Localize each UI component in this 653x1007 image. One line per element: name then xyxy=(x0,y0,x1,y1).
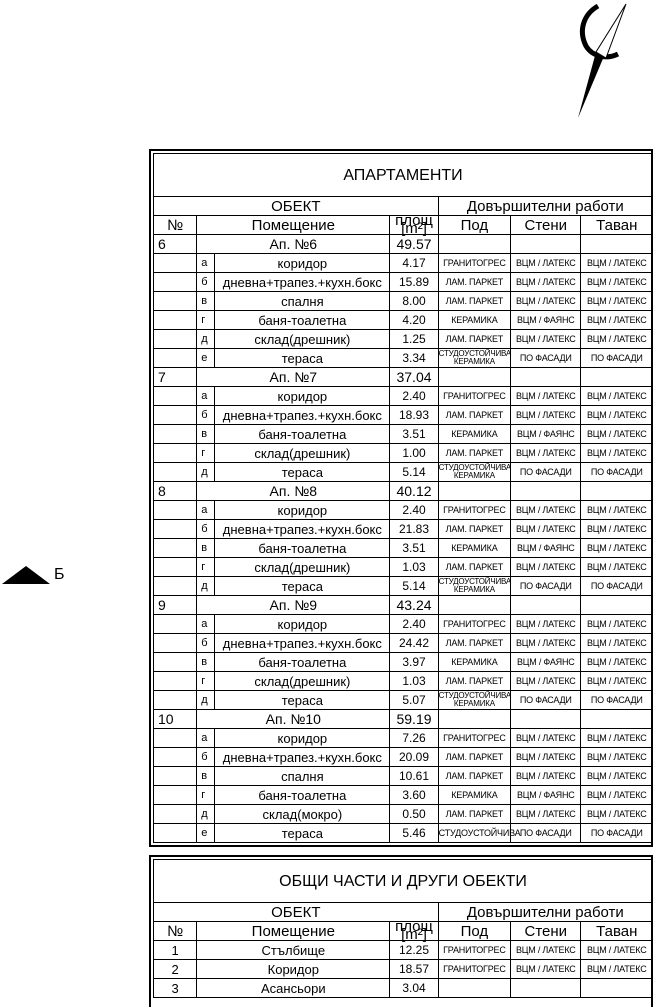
room-row xyxy=(154,406,653,425)
room-name: баня-тоалетна xyxy=(215,653,390,672)
room-area: 21.83 xyxy=(390,520,438,539)
apartment-row xyxy=(154,235,653,254)
room-letter: е xyxy=(197,349,215,368)
floor-finish xyxy=(438,979,510,998)
wall-finish: ПО ФАСАДИ xyxy=(511,349,581,368)
wall-finish: ВЦМ / ЛАТЕКС xyxy=(511,387,581,406)
wall-finish: ВЦМ / ЛАТЕКС xyxy=(511,729,581,748)
room-row xyxy=(154,387,653,406)
room-name: Асансьори xyxy=(197,979,390,998)
apartment-area: 37.04 xyxy=(390,368,438,387)
header-floor: Под xyxy=(438,216,510,235)
room-area: 3.60 xyxy=(390,786,438,805)
room-name: спалня xyxy=(215,767,390,786)
room-letter: а xyxy=(197,387,215,406)
section-marker xyxy=(0,566,80,588)
floor-finish: ГРАНИТОГРЕС xyxy=(438,501,510,520)
floor-finish: КЕРАМИКА xyxy=(438,311,510,330)
wall-finish: ПО ФАСАДИ xyxy=(511,824,581,843)
ceiling-finish: ВЦМ / ЛАТЕКС xyxy=(581,539,653,558)
header-num: № xyxy=(154,216,197,235)
floor-finish: ГРАНИТОГРЕС xyxy=(438,254,510,273)
table-title: ОБЩИ ЧАСТИ И ДРУГИ ОБЕКТИ xyxy=(154,860,653,903)
empty-cell xyxy=(154,748,197,767)
room-letter: г xyxy=(197,311,215,330)
room-name: склад(дрешник) xyxy=(215,672,390,691)
floor-finish: СТУДОУСТОЙЧИВА КЕРАМИКА xyxy=(438,463,512,480)
floor-finish: ЛАМ. ПАРКЕТ xyxy=(438,292,510,311)
header-ceiling: Таван xyxy=(581,922,653,941)
floor-finish: КЕРАМИКА xyxy=(438,786,510,805)
empty-cell xyxy=(154,292,197,311)
room-area: 2.40 xyxy=(390,615,438,634)
floor-finish: ГРАНИТОГРЕС xyxy=(438,941,510,960)
room-name: баня-тоалетна xyxy=(215,786,390,805)
room-area: 5.14 xyxy=(390,463,438,482)
room-name: коридор xyxy=(215,387,390,406)
ceiling-finish: ВЦМ / ЛАТЕКС xyxy=(581,406,653,425)
ceiling-finish: ВЦМ / ЛАТЕКС xyxy=(581,941,653,960)
header-object: ОБЕКТ xyxy=(154,903,439,922)
room-row xyxy=(154,748,653,767)
ceiling-finish: ВЦМ / ЛАТЕКС xyxy=(581,425,653,444)
wall-finish xyxy=(511,979,581,998)
room-row xyxy=(154,729,653,748)
row-number: 2 xyxy=(154,960,197,979)
ceiling-finish: ВЦМ / ЛАТЕКС xyxy=(581,615,653,634)
empty-cell xyxy=(154,577,197,596)
room-name: склад(дрешник) xyxy=(215,558,390,577)
ceiling-finish: ВЦМ / ЛАТЕКС xyxy=(581,729,653,748)
table-title: АПАРТАМЕНТИ xyxy=(154,154,653,197)
ceiling-finish: ВЦМ / ЛАТЕКС xyxy=(581,292,653,311)
floor-finish: КЕРАМИКА xyxy=(438,653,510,672)
room-area: 5.14 xyxy=(390,577,438,596)
room-row xyxy=(154,444,653,463)
room-area: 3.51 xyxy=(390,425,438,444)
empty-cell xyxy=(511,596,581,615)
ceiling-finish: ВЦМ / ЛАТЕКС xyxy=(581,558,653,577)
empty-cell xyxy=(154,349,197,368)
empty-cell xyxy=(438,235,510,254)
room-name: склад(мокро) xyxy=(215,805,390,824)
ceiling-finish: ВЦМ / ЛАТЕКС xyxy=(581,672,653,691)
room-letter: в xyxy=(197,292,215,311)
room-row xyxy=(154,463,653,482)
wall-finish: ПО ФАСАДИ xyxy=(511,463,581,482)
room-area: 8.00 xyxy=(390,292,438,311)
empty-cell xyxy=(154,691,197,710)
empty-cell xyxy=(438,368,510,387)
empty-cell xyxy=(154,406,197,425)
ceiling-finish: ВЦМ / ЛАТЕКС xyxy=(581,960,653,979)
floor-finish: ЛАМ. ПАРКЕТ xyxy=(438,406,510,425)
apartment-number: 10 xyxy=(154,710,197,729)
empty-cell xyxy=(154,311,197,330)
empty-cell xyxy=(154,501,197,520)
empty-cell xyxy=(438,482,510,501)
room-letter: а xyxy=(197,501,215,520)
room-area: 12.25 xyxy=(390,941,438,960)
room-area: 10.61 xyxy=(390,767,438,786)
empty-cell xyxy=(154,767,197,786)
room-row xyxy=(154,254,653,273)
room-row xyxy=(154,558,653,577)
empty-cell xyxy=(581,482,653,501)
apartment-name: Ап. №10 xyxy=(197,710,390,729)
room-name: тераса xyxy=(215,463,390,482)
room-letter: д xyxy=(197,691,215,710)
room-name: тераса xyxy=(215,691,390,710)
wall-finish: ВЦМ / ЛАТЕКС xyxy=(511,672,581,691)
room-letter: г xyxy=(197,672,215,691)
room-name: коридор xyxy=(215,729,390,748)
empty-cell xyxy=(154,615,197,634)
room-name: дневна+трапез.+кухн.бокс xyxy=(215,406,390,425)
section-label: Б xyxy=(54,566,65,583)
floor-finish: ЛАМ. ПАРКЕТ xyxy=(438,558,510,577)
ceiling-finish: ВЦМ / ЛАТЕКС xyxy=(581,520,653,539)
wall-finish: ВЦМ / ФАЯНС xyxy=(511,311,581,330)
wall-finish: ВЦМ / ФАЯНС xyxy=(511,653,581,672)
empty-cell xyxy=(581,235,653,254)
ceiling-finish: ВЦМ / ЛАТЕКС xyxy=(581,805,653,824)
room-letter: б xyxy=(197,634,215,653)
apartment-row xyxy=(154,482,653,501)
floor-finish: ЛАМ. ПАРКЕТ xyxy=(438,273,510,292)
room-name: баня-тоалетна xyxy=(215,425,390,444)
room-area: 1.03 xyxy=(390,672,438,691)
ceiling-finish: ПО ФАСАДИ xyxy=(581,349,653,368)
header-ceiling: Таван xyxy=(581,216,653,235)
empty-cell xyxy=(154,330,197,349)
floor-finish: ГРАНИТОГРЕС xyxy=(438,387,510,406)
apartment-row xyxy=(154,596,653,615)
north-arrow-icon xyxy=(566,0,646,120)
room-area: 24.42 xyxy=(390,634,438,653)
empty-cell xyxy=(581,368,653,387)
apartment-area: 43.24 xyxy=(390,596,438,615)
empty-cell xyxy=(154,672,197,691)
wall-finish: ВЦМ / ФАЯНС xyxy=(511,539,581,558)
header-num: № xyxy=(154,922,197,941)
ceiling-finish: ВЦМ / ЛАТЕКС xyxy=(581,501,653,520)
room-area: 18.93 xyxy=(390,406,438,425)
room-row xyxy=(154,273,653,292)
room-row xyxy=(154,311,653,330)
floor-finish: ЛАМ. ПАРКЕТ xyxy=(438,767,510,786)
room-name: Стълбище xyxy=(197,941,390,960)
floor-finish: ЛАМ. ПАРКЕТ xyxy=(438,520,510,539)
room-name: дневна+трапез.+кухн.бокс xyxy=(215,748,390,767)
apartment-row xyxy=(154,710,653,729)
empty-cell xyxy=(154,444,197,463)
common-areas-table xyxy=(149,855,653,1007)
room-row xyxy=(154,824,653,843)
ceiling-finish: ПО ФАСАДИ xyxy=(581,463,653,482)
room-row xyxy=(154,805,653,824)
room-area: 3.34 xyxy=(390,349,438,368)
room-area: 18.57 xyxy=(390,960,438,979)
room-area: 5.07 xyxy=(390,691,438,710)
room-name: Коридор xyxy=(197,960,390,979)
room-row xyxy=(154,349,653,368)
room-letter: д xyxy=(197,577,215,596)
room-area: 1.25 xyxy=(390,330,438,349)
floor-finish: СТУДОУСТОЙЧИВА КЕРАМИКА xyxy=(438,349,512,366)
room-area: 3.04 xyxy=(390,979,438,998)
empty-cell xyxy=(581,710,653,729)
room-row xyxy=(154,672,653,691)
room-name: дневна+трапез.+кухн.бокс xyxy=(215,273,390,292)
room-row xyxy=(154,292,653,311)
room-area: 4.17 xyxy=(390,254,438,273)
room-name: баня-тоалетна xyxy=(215,539,390,558)
room-row xyxy=(154,615,653,634)
room-letter: б xyxy=(197,273,215,292)
room-name: тераса xyxy=(215,824,390,843)
wall-finish: ВЦМ / ЛАТЕКС xyxy=(511,960,581,979)
wall-finish: ВЦМ / ЛАТЕКС xyxy=(511,634,581,653)
empty-cell xyxy=(154,653,197,672)
room-row xyxy=(154,786,653,805)
floor-finish: ГРАНИТОГРЕС xyxy=(438,729,510,748)
floor-finish: ЛАМ. ПАРКЕТ xyxy=(438,672,510,691)
room-letter: г xyxy=(197,786,215,805)
empty-cell xyxy=(154,729,197,748)
room-letter: б xyxy=(197,748,215,767)
header-room: Помещение xyxy=(197,216,390,235)
wall-finish: ВЦМ / ЛАТЕКС xyxy=(511,767,581,786)
empty-cell xyxy=(438,596,510,615)
empty-cell xyxy=(154,463,197,482)
apartment-name: Ап. №7 xyxy=(197,368,390,387)
room-area: 2.40 xyxy=(390,387,438,406)
empty-cell xyxy=(154,786,197,805)
ceiling-finish: ВЦМ / ЛАТЕКС xyxy=(581,748,653,767)
room-area: 3.51 xyxy=(390,539,438,558)
ceiling-finish: ВЦМ / ЛАТЕКС xyxy=(581,767,653,786)
room-row xyxy=(154,539,653,558)
ceiling-finish: ВЦМ / ЛАТЕКС xyxy=(581,387,653,406)
ceiling-finish xyxy=(581,979,653,998)
room-row xyxy=(154,425,653,444)
ceiling-finish: ВЦМ / ЛАТЕКС xyxy=(581,273,653,292)
empty-cell xyxy=(154,634,197,653)
common-row xyxy=(154,979,653,998)
empty-cell xyxy=(511,710,581,729)
floor-finish: КЕРАМИКА xyxy=(438,539,510,558)
header-finishing: Довършителни работи xyxy=(438,197,652,216)
common-row xyxy=(154,941,653,960)
room-area: 4.20 xyxy=(390,311,438,330)
room-row xyxy=(154,767,653,786)
empty-cell xyxy=(154,273,197,292)
ceiling-finish: ВЦМ / ЛАТЕКС xyxy=(581,254,653,273)
room-name: коридор xyxy=(215,615,390,634)
wall-finish: ПО ФАСАДИ xyxy=(511,691,581,710)
room-area: 1.00 xyxy=(390,444,438,463)
header-walls: Стени xyxy=(511,922,581,941)
empty-cell xyxy=(154,254,197,273)
room-letter: б xyxy=(197,520,215,539)
floor-finish: СТУДОУСТОЙЧИВА КЕРАМИКА xyxy=(438,577,512,594)
ceiling-finish: ПО ФАСАДИ xyxy=(581,577,653,596)
apartment-number: 8 xyxy=(154,482,197,501)
ceiling-finish: ВЦМ / ЛАТЕКС xyxy=(581,634,653,653)
room-name: тераса xyxy=(215,577,390,596)
room-name: склад(дрешник) xyxy=(215,444,390,463)
common-row xyxy=(154,960,653,979)
wall-finish: ВЦМ / ЛАТЕКС xyxy=(511,444,581,463)
room-letter: в xyxy=(197,539,215,558)
floor-finish: СТУДОУСТОЙЧИВА КЕРАМИКА xyxy=(438,691,512,708)
room-letter: д xyxy=(197,330,215,349)
room-name: дневна+трапез.+кухн.бокс xyxy=(215,634,390,653)
room-area: 2.40 xyxy=(390,501,438,520)
wall-finish: ВЦМ / ЛАТЕКС xyxy=(511,520,581,539)
wall-finish: ВЦМ / ЛАТЕКС xyxy=(511,273,581,292)
room-area: 7.26 xyxy=(390,729,438,748)
room-letter: а xyxy=(197,729,215,748)
room-name: коридор xyxy=(215,501,390,520)
room-letter: г xyxy=(197,444,215,463)
header-room: Помещение xyxy=(197,922,390,941)
room-letter: в xyxy=(197,425,215,444)
empty-cell xyxy=(154,805,197,824)
empty-cell xyxy=(438,710,510,729)
room-area: 0.50 xyxy=(390,805,438,824)
room-area: 5.46 xyxy=(390,824,438,843)
empty-cell xyxy=(154,824,197,843)
apartment-name: Ап. №9 xyxy=(197,596,390,615)
wall-finish: ВЦМ / ЛАТЕКС xyxy=(511,805,581,824)
wall-finish: ВЦМ / ЛАТЕКС xyxy=(511,558,581,577)
wall-finish: ВЦМ / ЛАТЕКС xyxy=(511,254,581,273)
apartment-area: 59.19 xyxy=(390,710,438,729)
room-name: баня-тоалетна xyxy=(215,311,390,330)
room-row xyxy=(154,501,653,520)
ceiling-finish: ПО ФАСАДИ xyxy=(581,824,653,843)
room-area: 1.03 xyxy=(390,558,438,577)
row-number: 1 xyxy=(154,941,197,960)
wall-finish: ВЦМ / ЛАТЕКС xyxy=(511,330,581,349)
ceiling-finish: ВЦМ / ЛАТЕКС xyxy=(581,444,653,463)
header-object: ОБЕКТ xyxy=(154,197,439,216)
room-name: коридор xyxy=(215,254,390,273)
room-row xyxy=(154,330,653,349)
room-row xyxy=(154,634,653,653)
wall-finish: ПО ФАСАДИ xyxy=(511,577,581,596)
wall-finish: ВЦМ / ЛАТЕКС xyxy=(511,748,581,767)
wall-finish: ВЦМ / ФАЯНС xyxy=(511,786,581,805)
wall-finish: ВЦМ / ЛАТЕКС xyxy=(511,292,581,311)
room-letter: г xyxy=(197,558,215,577)
room-letter: а xyxy=(197,254,215,273)
row-number: 3 xyxy=(154,979,197,998)
empty-cell xyxy=(154,520,197,539)
room-name: дневна+трапез.+кухн.бокс xyxy=(215,520,390,539)
room-name: спалня xyxy=(215,292,390,311)
room-area: 15.89 xyxy=(390,273,438,292)
floor-finish: ГРАНИТОГРЕС xyxy=(438,615,510,634)
section-triangle-icon xyxy=(2,566,50,584)
room-area: 20.09 xyxy=(390,748,438,767)
wall-finish: ВЦМ / ЛАТЕКС xyxy=(511,501,581,520)
floor-finish: КЕРАМИКА xyxy=(438,425,510,444)
ceiling-finish: ВЦМ / ЛАТЕКС xyxy=(581,330,653,349)
empty-cell xyxy=(581,596,653,615)
floor-finish: ЛАМ. ПАРКЕТ xyxy=(438,805,510,824)
header-walls: Стени xyxy=(511,216,581,235)
apartment-area: 40.12 xyxy=(390,482,438,501)
apartment-name: Ап. №8 xyxy=(197,482,390,501)
room-row xyxy=(154,577,653,596)
header-area: площ [m²] xyxy=(390,216,438,235)
floor-finish: ЛАМ. ПАРКЕТ xyxy=(438,748,510,767)
room-name: тераса xyxy=(215,349,390,368)
wall-finish: ВЦМ / ЛАТЕКС xyxy=(511,615,581,634)
empty-cell xyxy=(511,368,581,387)
empty-cell xyxy=(154,539,197,558)
empty-cell xyxy=(154,387,197,406)
floor-finish: ЛАМ. ПАРКЕТ xyxy=(438,634,510,653)
room-letter: в xyxy=(197,767,215,786)
room-row xyxy=(154,653,653,672)
room-letter: д xyxy=(197,805,215,824)
apartment-area: 49.57 xyxy=(390,235,438,254)
ceiling-finish: ВЦМ / ЛАТЕКС xyxy=(581,311,653,330)
apartment-number: 6 xyxy=(154,235,197,254)
room-letter: б xyxy=(197,406,215,425)
floor-finish: ЛАМ. ПАРКЕТ xyxy=(438,444,510,463)
floor-finish: ГРАНИТОГРЕС xyxy=(438,960,510,979)
apartment-number: 9 xyxy=(154,596,197,615)
apartment-name: Ап. №6 xyxy=(197,235,390,254)
apartment-row xyxy=(154,368,653,387)
room-letter: е xyxy=(197,824,215,843)
empty-cell xyxy=(154,558,197,577)
wall-finish: ВЦМ / ФАЯНС xyxy=(511,425,581,444)
room-name: склад(дрешник) xyxy=(215,330,390,349)
room-letter: д xyxy=(197,463,215,482)
floor-finish: ЛАМ. ПАРКЕТ xyxy=(438,330,510,349)
room-letter: в xyxy=(197,653,215,672)
apartment-number: 7 xyxy=(154,368,197,387)
wall-finish: ВЦМ / ЛАТЕКС xyxy=(511,406,581,425)
apartments-table xyxy=(149,149,653,847)
room-row xyxy=(154,691,653,710)
empty-cell xyxy=(154,425,197,444)
header-floor: Под xyxy=(438,922,510,941)
ceiling-finish: ВЦМ / ЛАТЕКС xyxy=(581,786,653,805)
empty-cell xyxy=(511,235,581,254)
floor-finish: СТУДОУСТОЙЧИВА xyxy=(438,824,510,843)
room-row xyxy=(154,520,653,539)
room-area: 3.97 xyxy=(390,653,438,672)
ceiling-finish: ВЦМ / ЛАТЕКС xyxy=(581,653,653,672)
header-area: площ [m²] xyxy=(390,922,438,941)
wall-finish: ВЦМ / ЛАТЕКС xyxy=(511,941,581,960)
empty-cell xyxy=(511,482,581,501)
room-letter: а xyxy=(197,615,215,634)
ceiling-finish: ПО ФАСАДИ xyxy=(581,691,653,710)
header-finishing: Довършителни работи xyxy=(438,903,652,922)
